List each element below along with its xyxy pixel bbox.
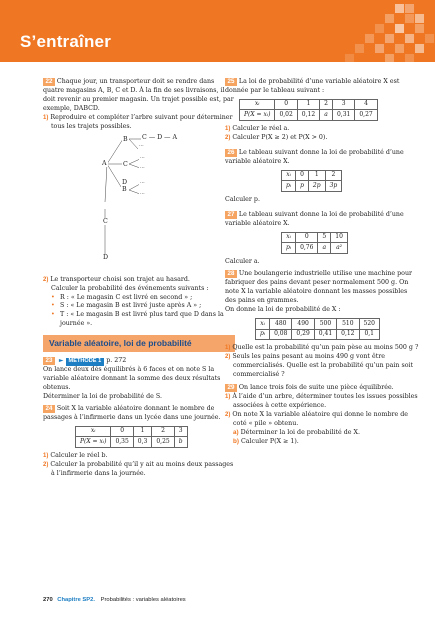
- probability-table: [281, 170, 342, 192]
- table-cell: p: [296, 181, 309, 192]
- methode-badge[interactable]: MÉTHODE 1: [66, 358, 105, 366]
- question-number: 2): [225, 411, 231, 418]
- table-cell: pᵢ: [282, 243, 296, 254]
- node-dots-3: ...: [140, 163, 145, 170]
- table-cell: xᵢ: [256, 319, 270, 330]
- exercise-text: On lance deux dés équilibrés à 6 faces et on note S la variable aléatoire donnant la somme des deux résultats obtenus.: [43, 366, 221, 391]
- table-cell: a: [318, 243, 331, 254]
- section-title: Variable aléatoire, loi de probabilité: [49, 338, 192, 349]
- table-cell: a: [320, 110, 333, 121]
- node-c-d-a: C — D — A: [142, 133, 178, 141]
- node-dots-5: ...: [140, 189, 145, 196]
- exercise-number: 22: [43, 78, 55, 86]
- exercise-29: [225, 384, 420, 447]
- question-text: Quelle est la probabilité qu’un pain pèse au moins 500 g ?: [232, 344, 419, 352]
- exercise-number: 29: [225, 384, 237, 392]
- exercise-22: [43, 78, 235, 329]
- table-cell: xᵢ: [76, 426, 111, 437]
- exercise-text-2: On donne la loi de probabilité de X :: [225, 306, 341, 314]
- exercise-text: On lance trois fois de suite une pièce équilibrée.: [238, 383, 394, 391]
- exercise-number: 27: [225, 211, 237, 219]
- node-d2: D: [122, 178, 128, 186]
- table-cell: 0: [296, 170, 309, 181]
- exercise-text: Le tableau suivant donne la loi de probabilité d’une variable aléatoire X.: [225, 148, 404, 165]
- exercise-28: [225, 270, 420, 379]
- exercise-26: [225, 149, 420, 205]
- table-cell: 0,12: [297, 110, 319, 121]
- left-column: [43, 78, 235, 482]
- table-cell: a²: [331, 243, 348, 254]
- event-r: • R : « Le magasin C est livré en second » ;: [43, 294, 235, 303]
- exercise-instruction: Calculer p.: [225, 195, 260, 203]
- table-cell: 0,41: [314, 329, 336, 340]
- question-number: 1): [225, 345, 231, 352]
- decorative-squares-pattern: [245, 0, 435, 62]
- table-cell: 5: [318, 232, 331, 243]
- probability-tree: [43, 134, 223, 274]
- table-cell: 490: [292, 319, 314, 330]
- node-dots-4: ...: [140, 178, 145, 185]
- arrow-icon: ►: [58, 357, 64, 365]
- page-number: 270: [43, 597, 53, 603]
- table-cell: 0,29: [292, 329, 314, 340]
- exercise-27: [225, 211, 420, 267]
- tree-branches: [43, 134, 223, 274]
- node-b1: B: [123, 135, 128, 143]
- node-dots: ...: [139, 141, 144, 148]
- table-cell: P(X = xᵢ): [76, 437, 111, 448]
- node-b2: B: [122, 185, 127, 193]
- table-cell: xᵢ: [282, 170, 296, 181]
- node-a: A: [102, 159, 107, 167]
- exercise-instruction: Calculer a.: [225, 257, 260, 265]
- table-cell: b: [174, 437, 187, 448]
- table-cell: 1: [133, 426, 152, 437]
- question-number: 2): [225, 134, 231, 141]
- exercise-number: 26: [225, 149, 237, 157]
- table-cell: 510: [337, 319, 359, 330]
- chapter-subject: Probabilités : variables aléatoires: [100, 597, 186, 603]
- probability-table: [281, 232, 348, 254]
- question-text: On note X la variable aléatoire qui donne le nombre de coté « pile » obtenu.: [232, 410, 408, 427]
- exercise-text: Chaque jour, un transporteur doit se rendre dans quatre magasins A, B, C et D. À la fin de ses livraisons, il doit revenir au premier magasin. Un trajet possible est, par exemple, DABCD.: [43, 78, 234, 112]
- chapter-label: Chapitre SP2.: [57, 597, 95, 603]
- table-cell: 2: [325, 170, 342, 181]
- exercise-25: [225, 78, 420, 143]
- node-dots-2: ...: [140, 153, 145, 160]
- page-title: S’entraîner: [20, 32, 112, 51]
- table-cell: 0: [296, 232, 318, 243]
- exercise-text: Une boulangerie industrielle utilise une machine pour fabriquer des pains devant peser normalement 500 g. On note X la variable aléatoire donnant les masses possibles des pains en grammes.: [225, 270, 413, 305]
- table-cell: P(X = xᵢ): [240, 110, 275, 121]
- exercise-text: Soit X la variable aléatoire donnant le nombre de passages à l’infirmerie dans un lycée dans une journée.: [43, 404, 221, 421]
- table-cell: 1: [297, 99, 319, 110]
- table-cell: 0,3: [133, 437, 152, 448]
- node-c3: C: [103, 217, 108, 225]
- exercise-number: 28: [225, 270, 237, 278]
- node-d3: D: [103, 253, 109, 261]
- question-number: 1): [225, 393, 231, 400]
- table-cell: xᵢ: [240, 99, 275, 110]
- table-cell: pᵢ: [282, 181, 296, 192]
- subquestion-text: Déterminer la loi de probabilité de X.: [240, 428, 360, 436]
- page-header: [0, 0, 435, 62]
- event-s: • S : « Le magasin B est livré juste après A » ;: [43, 302, 235, 311]
- exercise-number: 24: [43, 405, 55, 413]
- table-cell: 0,12: [337, 329, 359, 340]
- subquestion-text: Calculer P(X ≥ 1).: [240, 437, 299, 445]
- table-cell: 2: [152, 426, 174, 437]
- question-number: 2): [43, 276, 49, 283]
- event-t: • T : « Le magasin B est livré plus tard que D dans la journée ».: [43, 311, 235, 329]
- table-cell: 0,1: [359, 329, 379, 340]
- subquestion-label: b): [233, 437, 239, 445]
- table-cell: 0,02: [275, 110, 297, 121]
- table-cell: 520: [359, 319, 379, 330]
- exercise-number: 23: [43, 357, 55, 365]
- probability-table: [239, 99, 378, 121]
- table-cell: pᵢ: [256, 329, 270, 340]
- page-footer: [43, 596, 186, 604]
- node-c2: C: [123, 160, 128, 168]
- table-cell: 3: [332, 99, 354, 110]
- question-number: 2): [225, 354, 231, 361]
- probability-table: [255, 318, 380, 340]
- table-cell: 0,76: [296, 243, 318, 254]
- exercise-23: [43, 357, 235, 402]
- table-cell: 4: [355, 99, 377, 110]
- table-cell: xᵢ: [282, 232, 296, 243]
- question-text: Calculer le réel b.: [50, 451, 108, 459]
- table-cell: 0,31: [332, 110, 354, 121]
- page-reference[interactable]: p. 272: [106, 357, 127, 365]
- table-cell: 2p: [308, 181, 325, 192]
- question-text: Le transporteur choisi son trajet au hasard.: [50, 275, 190, 283]
- question-text: Calculer le réel a.: [232, 124, 290, 132]
- question-number: 1): [225, 125, 231, 132]
- question-number: 2): [43, 461, 49, 468]
- subquestion-label: a): [233, 428, 239, 436]
- exercise-text: Le tableau suivant donne la loi de probabilité d’une variable aléatoire X.: [225, 210, 404, 227]
- question-number: 1): [43, 114, 49, 121]
- exercise-number: 25: [225, 78, 237, 86]
- table-cell: 0,27: [355, 110, 377, 121]
- exercise-text: La loi de probabilité d’une variable aléatoire X est donnée par le tableau suivant :: [225, 78, 400, 94]
- table-cell: 3p: [325, 181, 342, 192]
- question-text: Calculer la probabilité qu’il y ait au moins deux passages à l’infirmerie dans la journée.: [50, 460, 234, 477]
- section-heading: [43, 335, 235, 352]
- table-cell: 0,08: [270, 329, 292, 340]
- exercise-text-2: Déterminer la loi de probabilité de S.: [43, 392, 162, 400]
- question-text: À l’aide d’un arbre, déterminer toutes les issues possibles associées à cette expérience.: [232, 392, 418, 409]
- table-cell: 0,25: [152, 437, 174, 448]
- table-cell: 2: [320, 99, 333, 110]
- table-cell: 0: [275, 99, 297, 110]
- table-cell: 1: [308, 170, 325, 181]
- question-text: Seuls les pains pesant au moins 490 g vont être commercialisés. Quelle est la probabilité qu’un pain soit commercialisé ?: [232, 353, 414, 378]
- table-cell: 0,35: [111, 437, 133, 448]
- question-text: Calculer P(X ≥ 2) et P(X > 0).: [232, 133, 328, 141]
- table-cell: 500: [314, 319, 336, 330]
- exercise-24: [43, 405, 235, 479]
- question-subtext: Calculer la probabilité des événements suivants :: [51, 284, 209, 292]
- table-cell: 10: [331, 232, 348, 243]
- question-text: Reproduire et compléter l’arbre suivant pour déterminer tous les trajets possibles.: [50, 113, 233, 130]
- probability-table: [75, 426, 188, 448]
- right-column: [225, 78, 420, 450]
- table-cell: 3: [174, 426, 187, 437]
- table-cell: 480: [270, 319, 292, 330]
- question-number: 1): [43, 452, 49, 459]
- table-cell: 0: [111, 426, 133, 437]
